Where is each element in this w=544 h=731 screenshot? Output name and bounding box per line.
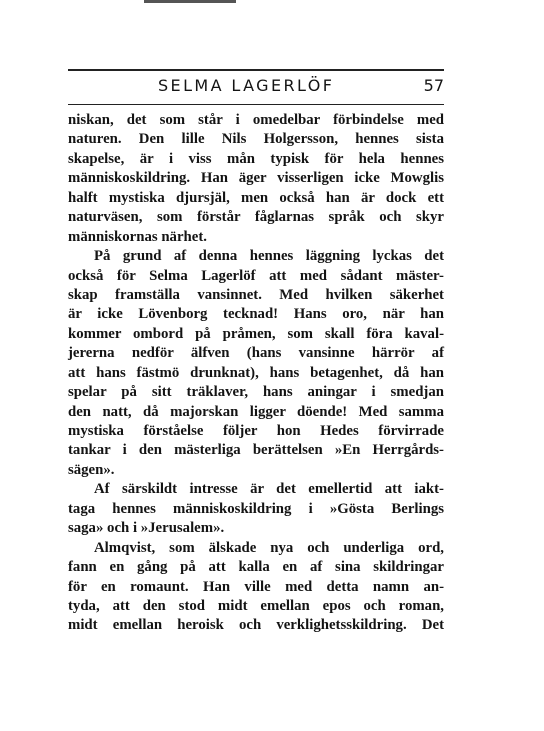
text-line: människoskildring. Han äger visserligen icke Mowglis bbox=[68, 170, 444, 187]
top-edge-mark bbox=[144, 0, 236, 3]
text-line: den natt, då majorskan ligger döende! Med samma bbox=[68, 403, 444, 420]
page-header bbox=[68, 76, 444, 98]
text-line: människornas närhet. bbox=[68, 228, 207, 245]
text-line: taga hennes människoskildring i »Gösta Berlings bbox=[68, 500, 444, 517]
text-line: också för Selma Lagerlöf att med sådant mäster- bbox=[68, 267, 444, 284]
text-line: jererna nedför älfven (hans vansinne härrör af bbox=[68, 345, 444, 362]
text-line: halft mystiska djursjäl, men också han är dock ett bbox=[68, 189, 444, 206]
text-line: tyda, att den stod midt emellan epos och roman, bbox=[68, 597, 444, 614]
header-underline bbox=[68, 104, 444, 105]
text-line: Af särskildt intresse är det emellertid att iakt- bbox=[94, 481, 444, 498]
text-line: naturväsen, som förstår fåglarnas språk och skyr bbox=[68, 209, 444, 226]
body-text bbox=[68, 111, 444, 636]
text-line: fann en gång på att kalla en af sina skildringar bbox=[68, 559, 444, 576]
text-line: skap framställa vansinnet. Med hvilken säkerhet bbox=[68, 286, 444, 303]
text-line: Almqvist, som älskade nya och underliga ord, bbox=[94, 539, 444, 556]
text-line: naturen. Den lille Nils Holgersson, hennes sista bbox=[68, 131, 444, 148]
text-line: spelar på sitt träklaver, hans aningar i smedjan bbox=[68, 384, 444, 401]
page-number: 57 bbox=[423, 76, 444, 95]
text-line: På grund af denna hennes läggning lyckas det bbox=[94, 248, 444, 265]
text-line: tankar i den mästerliga berättelsen »En Herrgårds- bbox=[68, 442, 444, 459]
text-line: mystiska förståelse följer hon Hedes förvirrade bbox=[68, 423, 444, 439]
header-rule bbox=[68, 69, 444, 71]
text-line: saga» och i »Jerusalem». bbox=[68, 520, 225, 537]
text-line: niskan, det som står i omedelbar förbindelse med bbox=[68, 112, 444, 128]
text-line: sägen». bbox=[68, 461, 115, 478]
text-line: för en romaunt. Han ville med detta namn an- bbox=[68, 578, 444, 595]
text-line: kommer ombord på pråmen, som skall föra kaval- bbox=[68, 325, 444, 342]
text-line: är icke Lövenborg tecknad! Hans oro, när han bbox=[68, 306, 444, 323]
text-line: att hans fästmö drunknat), hans betagenhet, då han bbox=[68, 364, 444, 381]
running-title: SELMA LAGERLÖF bbox=[158, 76, 335, 95]
text-line: midt emellan heroisk och verklighetsskildring. Det bbox=[68, 617, 444, 634]
text-line: skapelse, är i viss mån typisk för hela hennes bbox=[68, 150, 444, 167]
